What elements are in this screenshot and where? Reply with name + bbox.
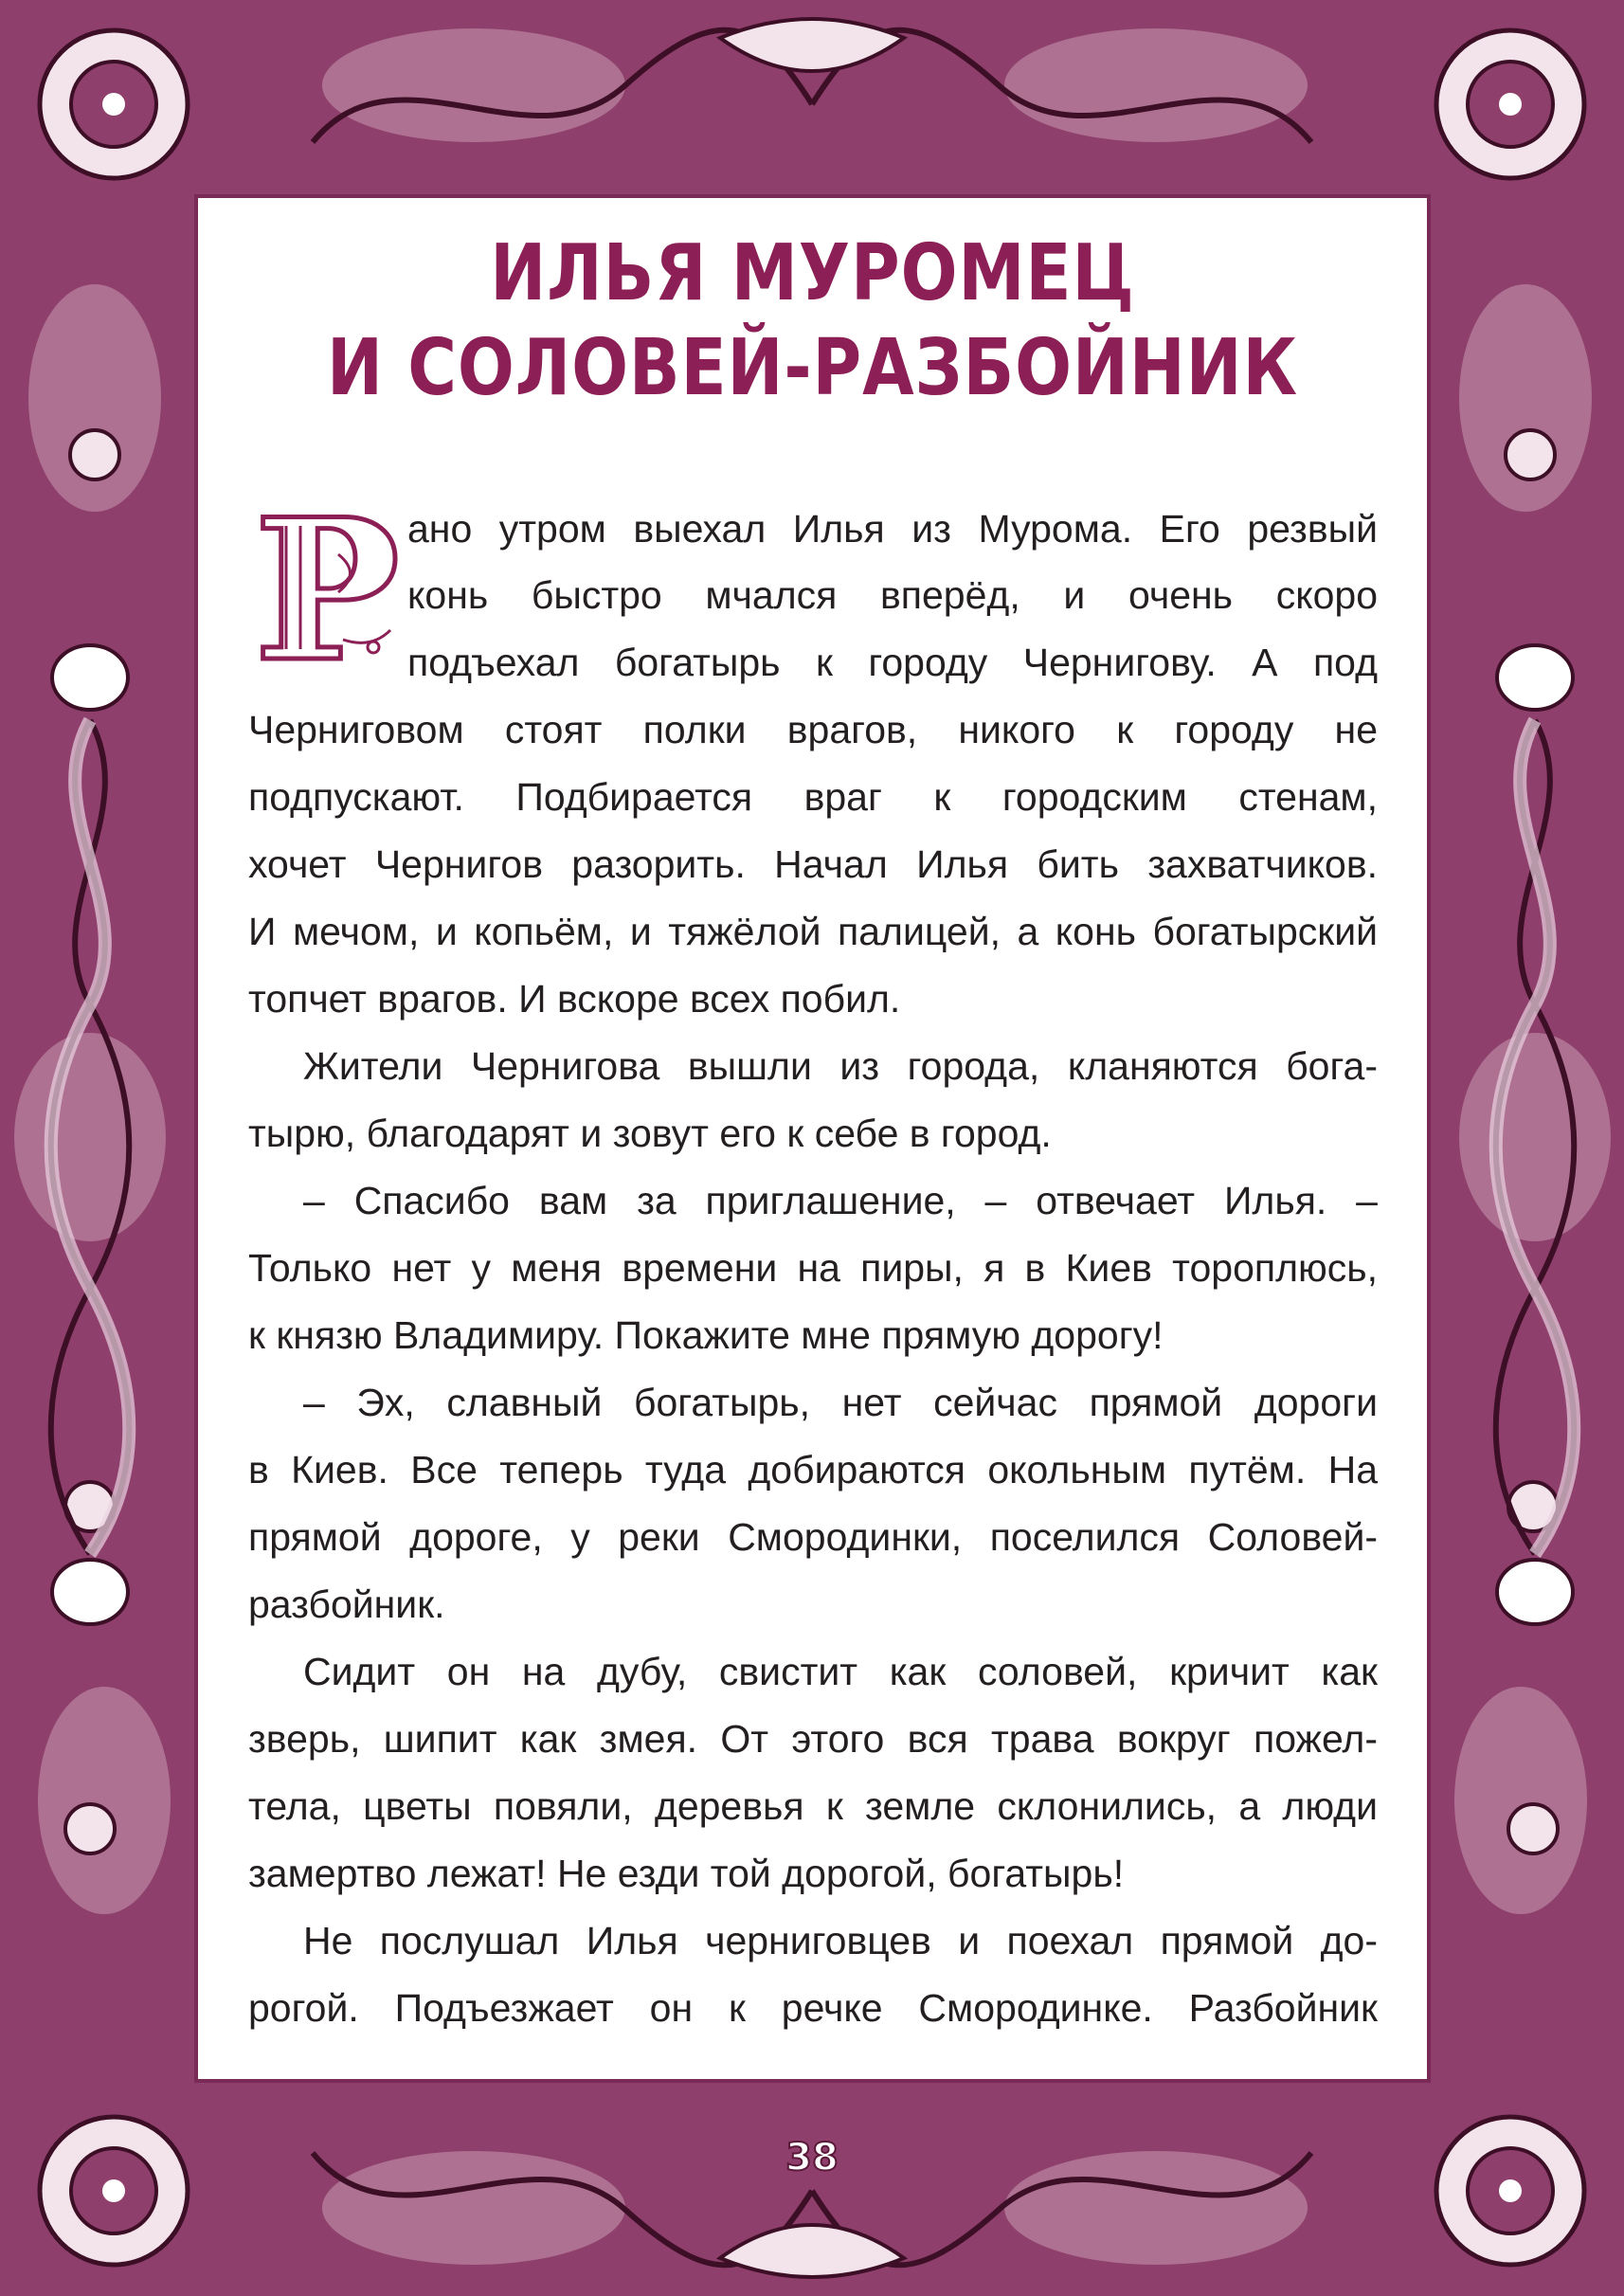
text-line: к князю Владимиру. Покажите мне прямую дорогу!	[248, 1313, 1164, 1357]
text-line: тела, цветы повяли, деревья к земле склонились, а люди	[248, 1784, 1378, 1828]
story-body	[248, 500, 1378, 2035]
text-line: зверь, шипит как змея. От этого вся трава вокруг пожел-	[248, 1717, 1378, 1761]
page-number: 38	[785, 2136, 839, 2179]
text-line: разбойник.	[248, 1582, 445, 1626]
text-line: Черниговом стоят полки врагов, никого к городу не	[248, 708, 1378, 751]
text-line: Сидит он на дубу, свистит как соловей, кричит как	[303, 1650, 1378, 1693]
text-line: в Киев. Все теперь туда добираются окольным путём. На	[248, 1448, 1378, 1491]
text-line: замертво лежат! Не езди той дорогой, богатырь!	[248, 1852, 1125, 1895]
story-title-line1: ИЛЬЯ МУРОМЕЦ	[490, 228, 1135, 318]
text-line: рогой. Подъезжает он к речке Смородинке. Разбойник	[248, 1986, 1378, 2030]
text-line: Только нет у меня времени на пиры, я в Киев тороплюсь,	[248, 1246, 1378, 1290]
text-line: конь быстро мчался вперёд, и очень скоро	[407, 573, 1378, 617]
text-line: Не послушал Илья черниговцев и поехал прямой до-	[303, 1919, 1378, 1962]
text-line: Жители Чернигова вышли из города, кланяются бога-	[303, 1044, 1378, 1088]
text-line: подъехал богатырь к городу Чернигову. А под	[407, 641, 1378, 684]
text-line: топчет врагов. И вскоре всех побил.	[248, 977, 901, 1021]
text-line: И мечом, и копьём, и тяжёлой палицей, а конь богатырский	[248, 910, 1378, 953]
text-line: хочет Чернигов разорить. Начал Илья бить захватчиков.	[248, 842, 1378, 886]
story-title-line2: И СОЛОВЕЙ-РАЗБОЙНИК	[326, 323, 1299, 413]
drop-cap-glyph: Р	[254, 497, 401, 682]
text-line: ано утром выехал Илья из Мурома. Его резвый	[407, 507, 1378, 551]
text-line: тырю, благодарят и зовут его к себе в город.	[248, 1112, 1052, 1155]
text-line: прямой дороге, у реки Смородинки, поселился Соловей-	[248, 1515, 1378, 1559]
text-line: подпускают. Подбирается враг к городским стенам,	[248, 775, 1378, 819]
text-line: – Спасибо вам за приглашение, – отвечает Илья. –	[303, 1179, 1378, 1222]
text-line: – Эх, славный богатырь, нет сейчас прямой дороги	[303, 1381, 1378, 1424]
